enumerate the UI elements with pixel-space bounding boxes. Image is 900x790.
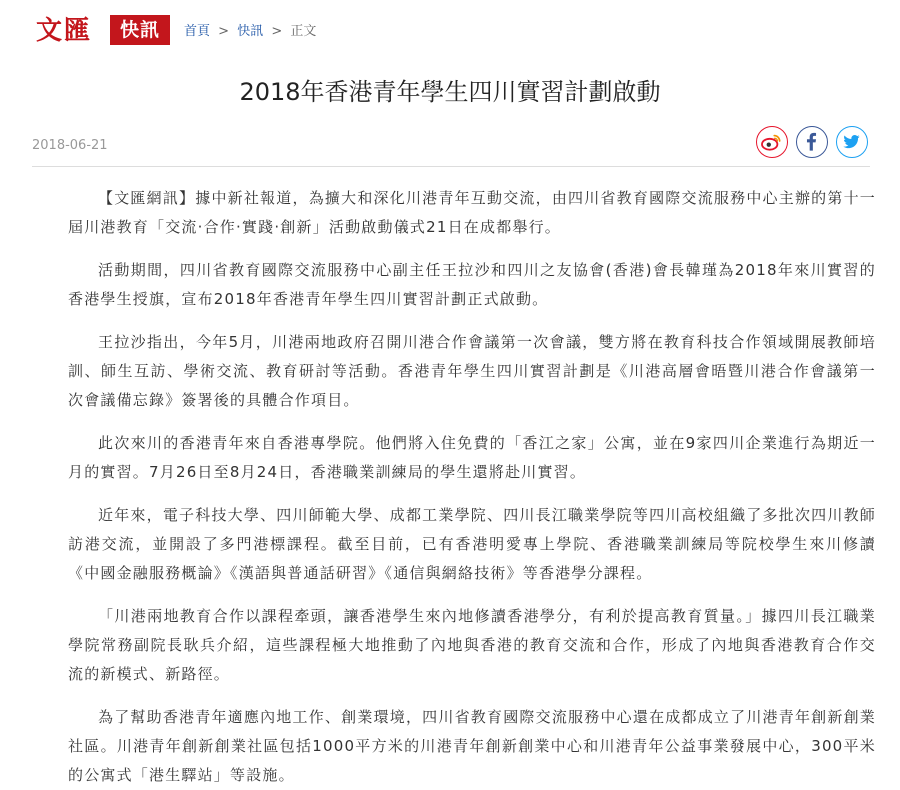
article-paragraph: 近年來，電子科技大學、四川師範大學、成都工業學院、四川長江職業學院等四川高校組織了多批次四川教師訪港交流，並開設了多門港標課程。截至目前，已有香港明愛專上學院、香港職業訓練局等院校學生來川修讀《中國金融服務概論》《漢語與普通話研習》《通信與網絡技術》等香港學分課程。 — [68, 506, 876, 582]
breadcrumb-section-link[interactable]: 快訊 — [237, 24, 264, 39]
article-paragraph: 為了幫助香港青年適應內地工作、創業環境，四川省教育國際交流服務中心還在成都成立了川港青年創新創業社區。川港青年創新創業社區包括1000平方米的川港青年創新創業中心和川港青年公益事業發展中心，300平米的公寓式「港生驛站」等設施。 — [68, 708, 876, 784]
share-facebook-button[interactable] — [796, 126, 828, 158]
breadcrumb-separator: > — [218, 24, 230, 39]
title-divider — [32, 166, 870, 167]
facebook-icon — [797, 127, 826, 156]
breadcrumb — [184, 22, 316, 42]
share-weibo-button[interactable] — [756, 126, 788, 158]
section-logo-badge[interactable]: 快訊 — [110, 15, 170, 45]
article-body — [68, 184, 876, 784]
share-twitter-button[interactable] — [836, 126, 868, 158]
site-logo[interactable]: 文匯 — [36, 16, 93, 46]
article-paragraph: 王拉沙指出，今年5月，川港兩地政府召開川港合作會議第一次會議，雙方將在教育科技合作領域開展教師培訓、師生互訪、學術交流、教育研討等活動。香港青年學生四川實習計劃是《川港高層會晤暨川港合作會議第一次會議備忘錄》簽署後的具體合作項目。 — [68, 333, 876, 409]
twitter-icon — [837, 127, 866, 156]
article-title: 2018年香港青年學生四川實習計劃啟動 — [239, 78, 661, 106]
article-paragraph: 此次來川的香港青年來自香港專學院。他們將入住免費的「香江之家」公寓，並在9家四川企業進行為期近一月的實習。7月26日至8月24日，香港職業訓練局的學生還將赴川實習。 — [68, 434, 876, 481]
breadcrumb-home-link[interactable]: 首頁 — [184, 24, 211, 39]
weibo-icon — [757, 127, 786, 156]
article-paragraph: 【文匯網訊】據中新社報道，為擴大和深化川港青年互動交流，由四川省教育國際交流服務中心主辦的第十一屆川港教育「交流·合作·實踐·創新」活動啟動儀式21日在成都舉行。 — [68, 189, 876, 236]
article-paragraph: 活動期間，四川省教育國際交流服務中心副主任王拉沙和四川之友協會(香港)會長韓瑾為2018年來川實習的香港學生授旗，宣布2018年香港青年學生四川實習計劃正式啟動。 — [68, 261, 876, 308]
site-header — [0, 0, 900, 64]
breadcrumb-separator: > — [271, 24, 283, 39]
article-paragraph: 「川港兩地教育合作以課程牽頭，讓香港學生來內地修讀香港學分，有利於提高教育質量。」據四川長江職業學院常務副院長耿兵介紹，這些課程極大地推動了內地與香港的教育交流和合作，形成了內地與香港教育合作交流的新模式、新路徑。 — [68, 607, 876, 683]
breadcrumb-current: 正文 — [290, 24, 317, 39]
article-date: 2018-06-21 — [32, 138, 108, 153]
